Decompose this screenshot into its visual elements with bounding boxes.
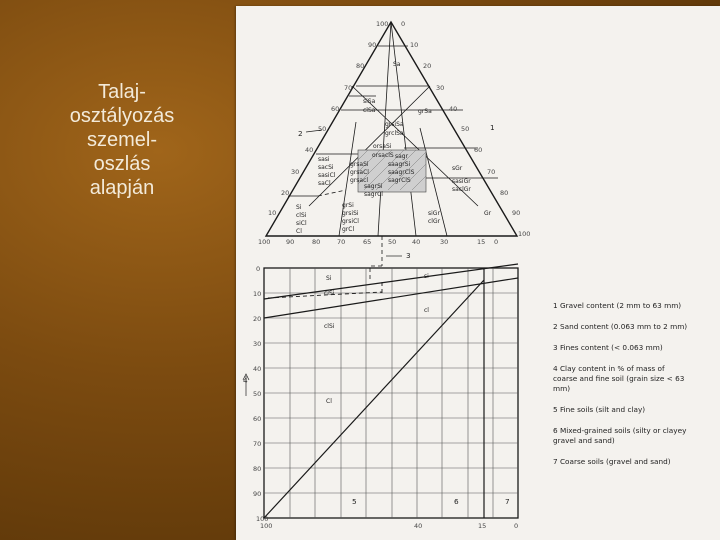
zone-label: orsaclS <box>372 152 394 159</box>
tick-label: 90 <box>286 238 295 246</box>
tick-label: 70 <box>337 238 346 246</box>
triangle-outline <box>266 22 517 236</box>
tick-label: 60 <box>331 105 340 113</box>
title-line: osztályozás <box>69 105 175 127</box>
tick-label: 65 <box>363 238 372 246</box>
tick-label: 40 <box>414 522 423 530</box>
zone-label: grsiCl <box>342 218 359 225</box>
callout-three: 3 <box>406 251 411 260</box>
tick-label: 0 <box>256 265 261 273</box>
tick-label: 20 <box>253 315 262 323</box>
zone-label: siCl <box>296 220 307 227</box>
zone-label: clGr <box>428 218 441 225</box>
tick-label: 70 <box>487 168 496 176</box>
zone-label: grsiSi <box>342 210 359 217</box>
zone-label: grclSa <box>385 130 404 137</box>
zone-label: Sa <box>393 61 401 68</box>
zone-label: sagrClS <box>388 177 411 184</box>
zone-label: saagrClS <box>388 169 415 176</box>
zone-label: grsaSi <box>350 161 369 168</box>
zone-number: 7 <box>505 497 510 506</box>
tick-label: 80 <box>500 189 509 197</box>
zone-label: saCl <box>318 180 331 187</box>
zone-label: grSi <box>342 202 354 209</box>
tick-label: 50 <box>253 390 262 398</box>
legend-item: 4 Clay content in % of mass of <box>553 364 665 373</box>
slide-title <box>18 80 226 200</box>
tick-label: 10 <box>268 209 277 217</box>
tick-label: 40 <box>412 238 421 246</box>
title-line: alapján <box>89 177 155 199</box>
classification-diagram <box>236 6 720 540</box>
tick-label: 80 <box>312 238 321 246</box>
tick-label: 30 <box>253 340 262 348</box>
legend-item: 2 Sand content (0.063 mm to 2 mm) <box>553 322 688 331</box>
legend <box>553 301 687 466</box>
tick-label: 0 <box>401 20 406 28</box>
zone-label: clSi <box>324 290 335 297</box>
tick-label: 90 <box>253 490 262 498</box>
tick-label: 40 <box>305 146 314 154</box>
zone-label: Si <box>326 275 332 282</box>
tick-label: 40 <box>449 105 458 113</box>
zone-label: saagrSi <box>388 161 411 168</box>
zone-label: orsaSi <box>373 143 392 150</box>
legend-item: 5 Fine soils (silt and clay) <box>553 405 646 414</box>
tick-label: 50 <box>461 125 470 133</box>
title-line: oszlás <box>93 153 151 175</box>
zone-label: sagrCl <box>364 191 383 198</box>
tick-label: 90 <box>368 41 377 49</box>
chart-left-ticks <box>253 265 268 523</box>
tick-label: 80 <box>356 62 365 70</box>
tick-label: 100 <box>260 522 273 530</box>
zone-label: sacSi <box>318 164 334 171</box>
tick-label: 20 <box>281 189 290 197</box>
tick-label: 100 <box>258 238 271 246</box>
tick-label: 100 <box>518 230 531 238</box>
callout-one: 1 <box>490 123 495 132</box>
zone-label: si <box>424 273 429 280</box>
axis-marker: 4 <box>243 376 248 385</box>
title-line: szemel- <box>86 129 157 151</box>
zone-label: clSa <box>363 107 376 114</box>
legend-item: 3 Fines content (< 0.063 mm) <box>553 343 663 352</box>
zone-label: sagr <box>395 153 409 160</box>
zone-label: siSa <box>363 98 376 105</box>
tick-label: 10 <box>410 41 419 49</box>
tick-label: 70 <box>344 84 353 92</box>
zone-label: saclGr <box>452 186 471 193</box>
tick-label: 10 <box>253 290 262 298</box>
tick-label: 15 <box>478 522 487 530</box>
triangle-bottom-ticks <box>258 238 498 246</box>
tick-label: 90 <box>512 209 521 217</box>
tick-label: 100 <box>256 515 269 523</box>
tick-label: 100 <box>376 20 389 28</box>
tick-label: 80 <box>253 465 262 473</box>
fines-chart <box>264 264 518 518</box>
chart-bottom-ticks <box>260 522 518 530</box>
tick-label: 30 <box>291 168 300 176</box>
zone-label: siGr <box>428 210 440 217</box>
zone-label: grsaCl <box>350 169 369 176</box>
zone-label: cl <box>424 307 429 314</box>
zone-label: grsacl <box>350 177 369 184</box>
legend-item: mm) <box>553 384 571 393</box>
zone-label: Gr <box>484 210 492 217</box>
legend-item: 6 Mixed-grained soils (silty or clayey <box>553 426 687 435</box>
tick-label: 40 <box>253 365 262 373</box>
zone-label: sagrSi <box>364 183 383 190</box>
tick-label: 30 <box>436 84 445 92</box>
zone-label: Cl <box>296 228 302 235</box>
tick-label: 70 <box>253 440 262 448</box>
zone-label: sasiCl <box>318 172 336 179</box>
zone-label: sGr <box>452 165 463 172</box>
legend-item: 1 Gravel content (2 mm to 63 mm) <box>553 301 682 310</box>
legend-item: 7 Coarse soils (gravel and sand) <box>553 457 671 466</box>
classification-figure <box>236 6 720 540</box>
tick-label: 50 <box>388 238 397 246</box>
zone-number: 6 <box>454 497 459 506</box>
zone-label: clSi <box>324 323 335 330</box>
zone-label: sasiGr <box>452 178 471 185</box>
legend-item: gravel and sand) <box>553 436 615 445</box>
tick-label: 0 <box>514 522 519 530</box>
tick-label: 15 <box>477 238 486 246</box>
zone-label: sasi <box>318 156 330 163</box>
zone-label: clSi <box>296 212 307 219</box>
zone-label: grSa <box>418 108 432 115</box>
legend-item: coarse and fine soil (grain size < 63 <box>553 374 685 383</box>
chart-grid <box>264 268 518 518</box>
zone-label: grCl <box>342 226 355 233</box>
tick-label: 50 <box>318 125 327 133</box>
zone-label: Cl <box>326 398 332 405</box>
zone-number: 5 <box>352 497 357 506</box>
tick-label: 30 <box>440 238 449 246</box>
tick-label: 20 <box>423 62 432 70</box>
tick-label: 0 <box>494 238 499 246</box>
zone-label: grsiSa <box>385 121 404 128</box>
callout-two: 2 <box>298 129 303 138</box>
title-line: Talaj- <box>98 81 146 103</box>
tick-label: 60 <box>253 415 262 423</box>
chart-zone-labels <box>243 273 510 506</box>
tick-label: 60 <box>474 146 483 154</box>
zone-label: Si <box>296 204 302 211</box>
chart-boundary-lines <box>264 264 518 518</box>
